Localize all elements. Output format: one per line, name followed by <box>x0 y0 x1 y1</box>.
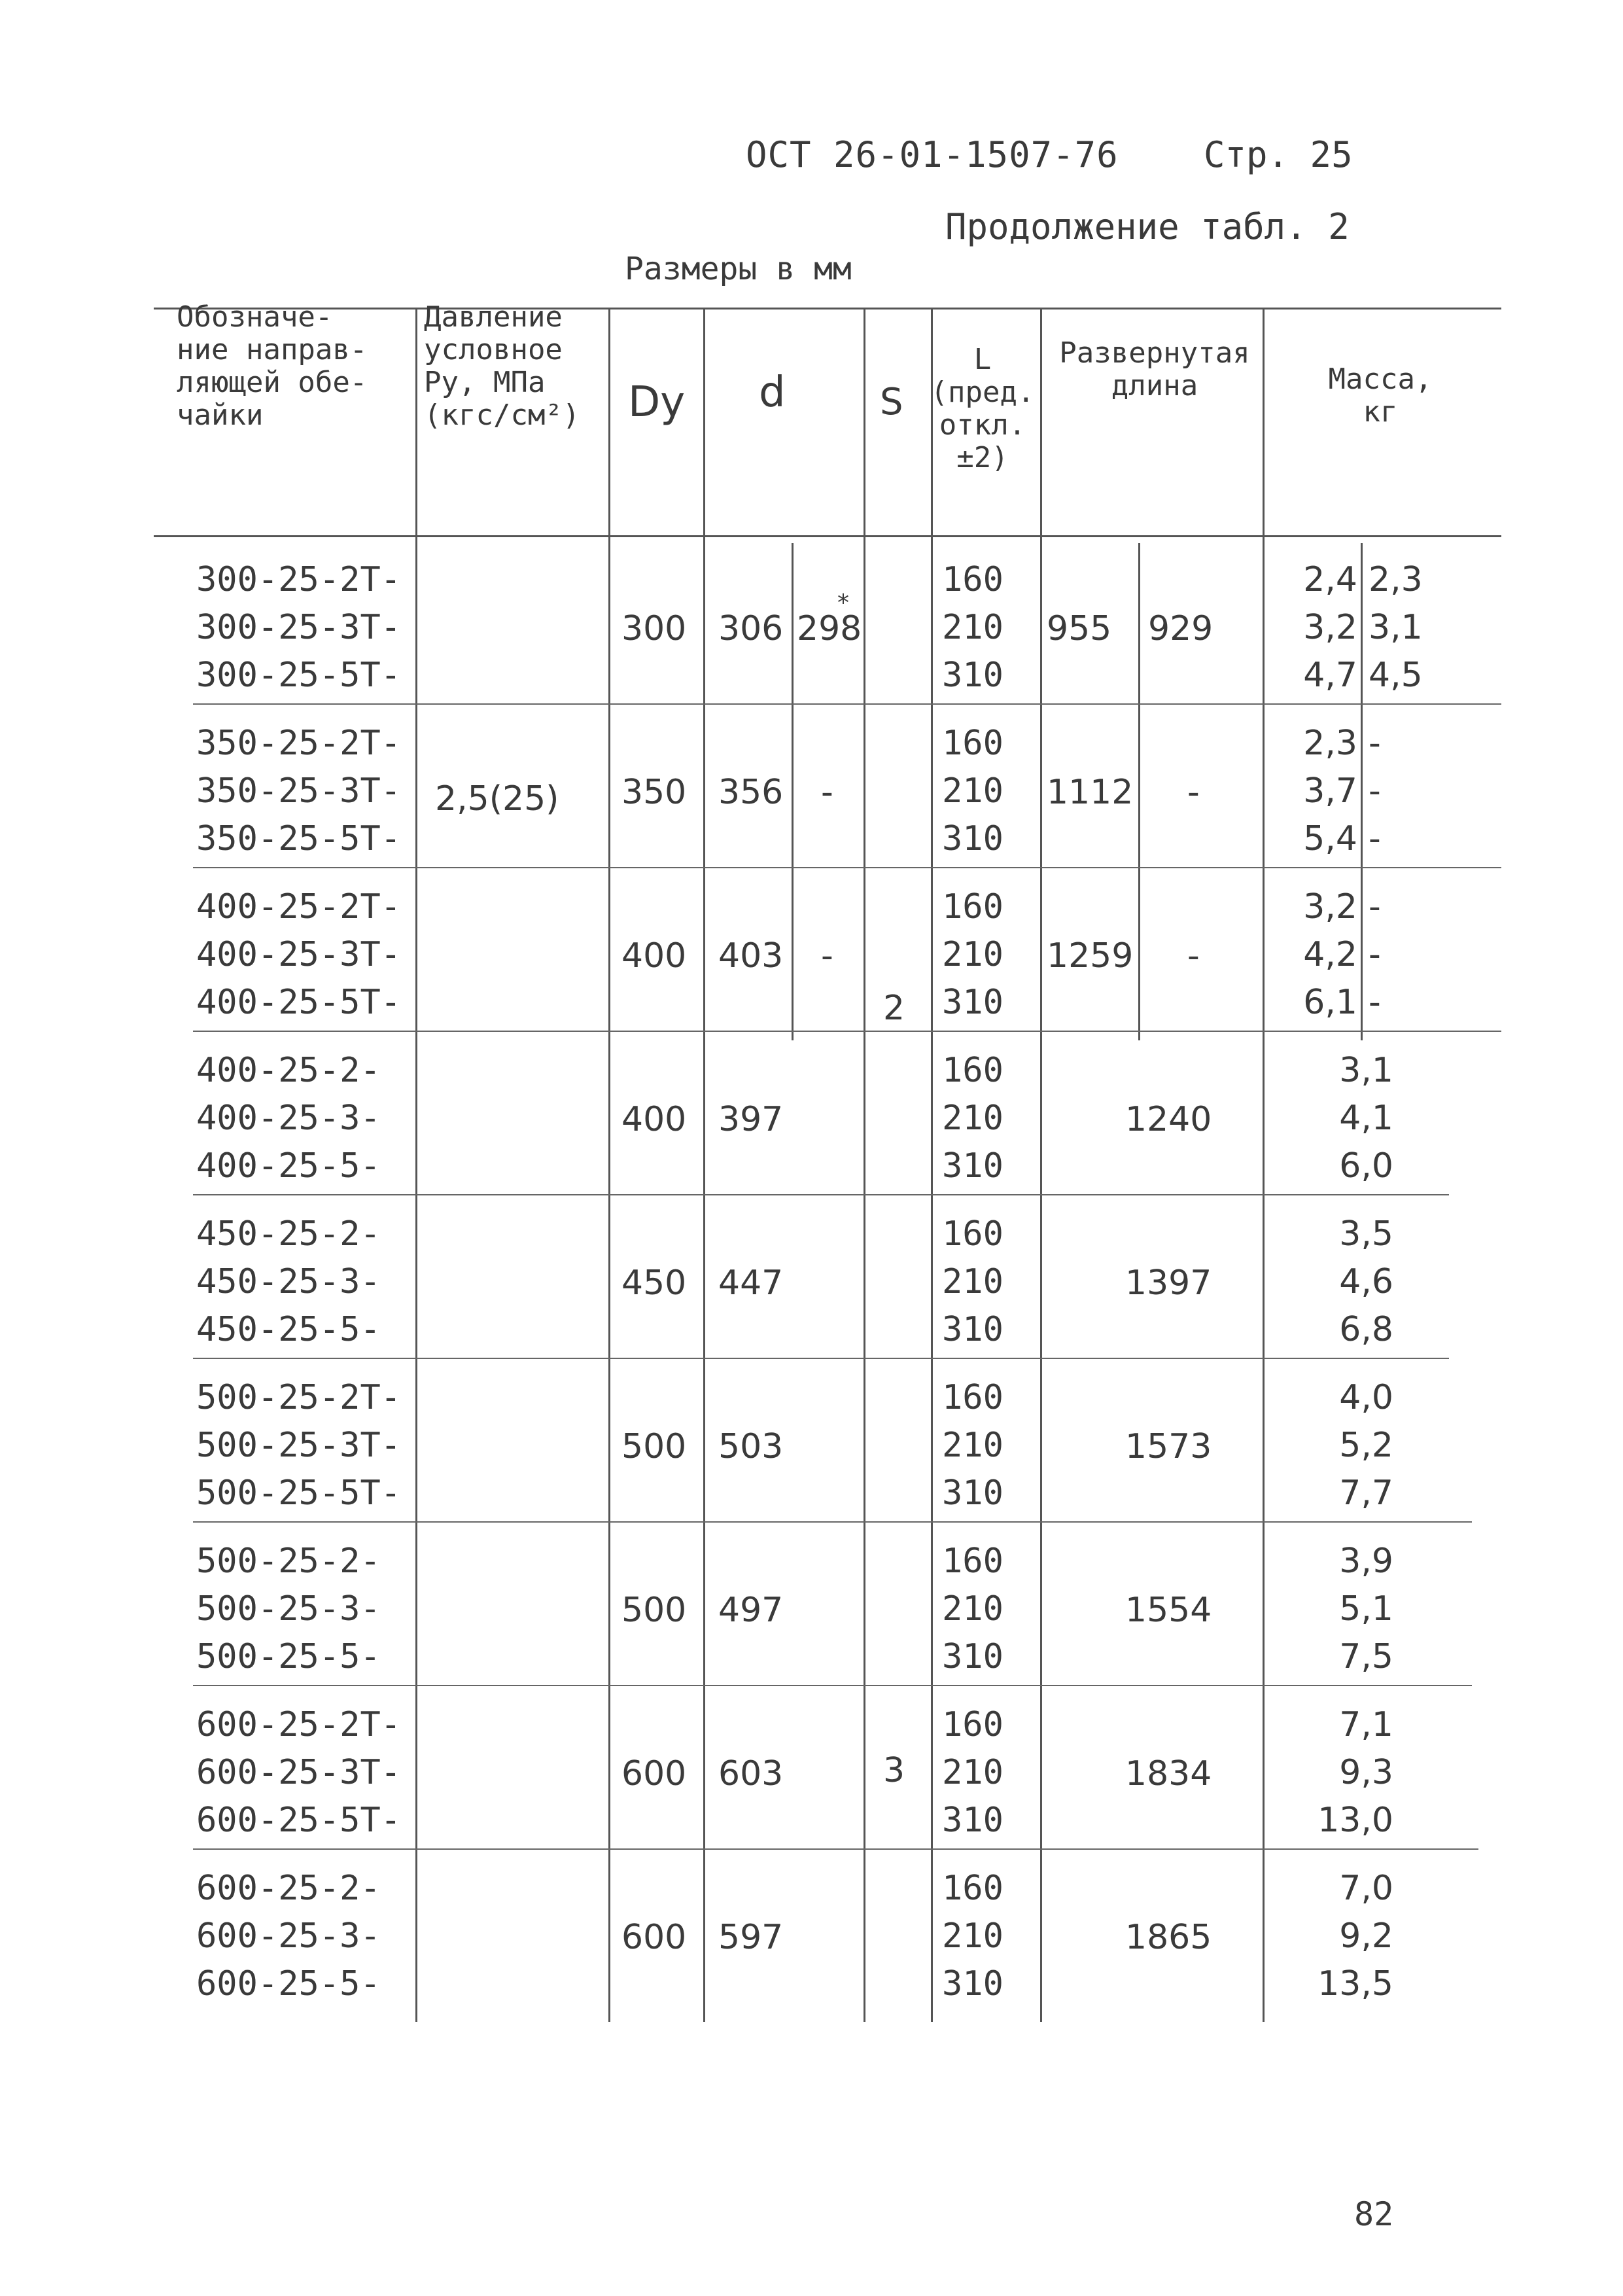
length-item: 310 <box>942 656 1003 695</box>
length-item: 210 <box>942 771 1003 811</box>
mass-item: 5,2 <box>1339 1426 1393 1465</box>
designation-item: 500-25-2- <box>196 1542 381 1581</box>
length-item: 310 <box>942 819 1003 858</box>
dy-value: 500 <box>621 1591 687 1630</box>
designation-list <box>196 1210 381 1354</box>
d-value: 503 <box>718 1427 784 1466</box>
mass-item: 9,3 <box>1339 1753 1393 1792</box>
designation-item: 350-25-2Т- <box>196 724 402 763</box>
col-divider <box>703 308 705 2022</box>
length-item: 310 <box>942 1801 1003 1840</box>
designation-item: 500-25-3Т- <box>196 1426 402 1465</box>
developed-length-secondary: - <box>1187 936 1200 976</box>
length-item: 210 <box>942 1262 1003 1301</box>
designation-item: 400-25-5- <box>196 1146 381 1186</box>
length-item: 210 <box>942 1099 1003 1138</box>
mass-item: 3,7 <box>1303 771 1357 811</box>
length-item: 310 <box>942 1964 1003 2004</box>
mass-item: 7,0 <box>1339 1869 1393 1908</box>
group-separator <box>193 1848 1478 1850</box>
d-value: 447 <box>718 1263 784 1303</box>
mass-list <box>1302 1538 1393 1681</box>
page-label: Стр. 25 <box>1204 134 1353 175</box>
mass-item: 6,1 <box>1303 983 1357 1022</box>
length-item: 210 <box>942 608 1003 647</box>
mass-item: 3,5 <box>1339 1214 1393 1254</box>
mass-item: - <box>1369 771 1381 811</box>
designation-list <box>196 1538 381 1681</box>
mass-item: 7,1 <box>1339 1705 1393 1744</box>
group-separator <box>193 1685 1472 1686</box>
developed-length: 1554 <box>1125 1591 1212 1630</box>
designation-item: 600-25-2- <box>196 1869 381 1908</box>
mass-list-secondary <box>1369 883 1440 1027</box>
mass-item: 4,1 <box>1339 1099 1393 1138</box>
col-header-d: d <box>759 368 786 417</box>
mass-item: - <box>1369 819 1381 858</box>
d-value-secondary: - <box>821 773 833 812</box>
col-divider <box>864 308 865 2022</box>
mass-item: 13,5 <box>1318 1964 1393 2004</box>
developed-length: 1240 <box>1125 1100 1212 1139</box>
length-list <box>942 1865 1003 2008</box>
group-separator <box>193 1521 1472 1523</box>
col-header-developed-length: Развернутая длина <box>1059 336 1250 402</box>
d-subdivider <box>792 543 794 1040</box>
designation-item: 400-25-3- <box>196 1099 381 1138</box>
developed-length: 1865 <box>1125 1918 1212 1957</box>
length-list <box>942 1210 1003 1354</box>
col-divider <box>1040 308 1042 2022</box>
mass-item: 3,2 <box>1303 887 1357 927</box>
col-divider <box>608 308 610 2022</box>
d-value-primary: 306 <box>718 609 784 648</box>
mass-list-secondary <box>1369 556 1440 699</box>
group-separator <box>193 1031 1501 1032</box>
mass-list <box>1302 1865 1393 2008</box>
designation-list <box>196 883 401 1027</box>
designation-item: 500-25-5- <box>196 1637 381 1676</box>
mass-list <box>1302 1047 1393 1190</box>
designation-item: 600-25-3Т- <box>196 1753 402 1792</box>
col-header-dy: Dу <box>628 378 686 427</box>
mass-item: 5,1 <box>1339 1589 1393 1629</box>
col-header-mass: Масса, кг <box>1328 362 1433 429</box>
mass-list <box>1302 1210 1393 1354</box>
s-value-3: 3 <box>883 1751 905 1790</box>
d-value-secondary: - <box>821 936 833 976</box>
mass-item: 4,5 <box>1369 656 1423 695</box>
mass-item: 13,0 <box>1318 1801 1393 1840</box>
dy-value: 450 <box>621 1263 687 1303</box>
length-item: 160 <box>942 1051 1003 1090</box>
d-value-secondary: 298 <box>797 609 862 648</box>
mass-item: 6,0 <box>1339 1146 1393 1186</box>
col-header-pressure: Давление условное Ру, МПа (кгс/см²) <box>424 300 580 432</box>
mass-item: 6,8 <box>1339 1310 1393 1349</box>
designation-item: 600-25-5- <box>196 1964 381 2004</box>
col-header-designation: Обозначе- ние направ- ляющей обе- чайки <box>177 300 368 432</box>
designation-item: 500-25-5Т- <box>196 1474 402 1513</box>
mass-item: 3,9 <box>1339 1542 1393 1581</box>
developed-length-primary: 955 <box>1047 609 1112 648</box>
d-value: 497 <box>718 1591 784 1630</box>
designation-item: 350-25-3Т- <box>196 771 402 811</box>
mass-item: 4,6 <box>1339 1262 1393 1301</box>
designation-item: 600-25-3- <box>196 1916 381 1956</box>
d-value-primary: 403 <box>718 936 784 976</box>
dy-value: 400 <box>621 1100 687 1139</box>
length-item: 160 <box>942 560 1003 599</box>
mass-item: 5,4 <box>1303 819 1357 858</box>
dy-value: 600 <box>621 1918 687 1957</box>
dy-value: 400 <box>621 936 687 976</box>
designation-item: 400-25-2- <box>196 1051 381 1090</box>
length-item: 310 <box>942 1146 1003 1186</box>
length-item: 160 <box>942 1214 1003 1254</box>
designation-list <box>196 1701 401 1845</box>
length-item: 210 <box>942 1916 1003 1956</box>
mass-item: 4,0 <box>1339 1378 1393 1417</box>
length-item: 160 <box>942 1378 1003 1417</box>
length-item: 210 <box>942 1589 1003 1629</box>
col-header-s: S <box>880 381 903 423</box>
length-item: 210 <box>942 1426 1003 1465</box>
length-item: 160 <box>942 887 1003 927</box>
mass-item: 7,5 <box>1339 1637 1393 1676</box>
dev-subdivider <box>1138 543 1140 1040</box>
length-list <box>942 883 1003 1027</box>
length-item: 210 <box>942 935 1003 974</box>
footnote-mark: * <box>837 590 849 616</box>
developed-length-primary: 1259 <box>1047 936 1134 976</box>
mass-item: 3,1 <box>1339 1051 1393 1090</box>
col-divider <box>931 308 933 2022</box>
designation-item: 400-25-3Т- <box>196 935 402 974</box>
mass-list <box>1302 1374 1393 1517</box>
mass-item: - <box>1369 887 1381 927</box>
d-value: 603 <box>718 1754 784 1793</box>
designation-item: 300-25-2Т- <box>196 560 402 599</box>
mass-list <box>1302 1701 1393 1845</box>
mass-item: - <box>1369 935 1381 974</box>
d-value: 597 <box>718 1918 784 1957</box>
d-value: 397 <box>718 1100 784 1139</box>
designation-item: 500-25-2Т- <box>196 1378 402 1417</box>
table-continuation-caption: Продолжение табл. 2 <box>945 206 1350 247</box>
length-item: 160 <box>942 1705 1003 1744</box>
dy-value: 350 <box>621 773 687 812</box>
length-list <box>942 1538 1003 1681</box>
group-separator <box>193 1194 1449 1195</box>
dy-value: 600 <box>621 1754 687 1793</box>
mass-subdivider <box>1361 543 1363 1040</box>
designation-item: 300-25-5Т- <box>196 656 402 695</box>
designation-list <box>196 1047 381 1190</box>
d-value-primary: 356 <box>718 773 784 812</box>
designation-list <box>196 556 401 699</box>
mass-item: 9,2 <box>1339 1916 1393 1956</box>
col-divider <box>415 308 417 2022</box>
mass-item: 3,1 <box>1369 608 1423 647</box>
designation-list <box>196 1374 401 1517</box>
dy-value: 500 <box>621 1427 687 1466</box>
col-header-length: L (пред. откл. ±2) <box>930 343 1035 474</box>
designation-item: 400-25-2Т- <box>196 887 402 927</box>
developed-length-primary: 1112 <box>1047 773 1134 812</box>
group-separator <box>193 867 1501 868</box>
length-list <box>942 720 1003 863</box>
designation-item: 450-25-3- <box>196 1262 381 1301</box>
pressure-value: 2,5(25) <box>435 779 559 819</box>
developed-length: 1834 <box>1125 1754 1212 1793</box>
designation-list <box>196 1865 381 2008</box>
mass-item: - <box>1369 724 1381 763</box>
standard-number: ОСТ 26-01-1507-76 <box>746 134 1119 175</box>
length-item: 160 <box>942 1542 1003 1581</box>
length-list <box>942 1374 1003 1517</box>
length-list <box>942 1047 1003 1190</box>
designation-item: 600-25-2Т- <box>196 1705 402 1744</box>
developed-length: 1573 <box>1125 1427 1212 1466</box>
length-item: 310 <box>942 983 1003 1022</box>
mass-item: 2,3 <box>1369 560 1423 599</box>
mass-item: 4,2 <box>1303 935 1357 974</box>
length-item: 310 <box>942 1474 1003 1513</box>
length-list <box>942 556 1003 699</box>
designation-list <box>196 720 401 863</box>
mass-list-secondary <box>1369 720 1440 863</box>
mass-item: - <box>1369 983 1381 1022</box>
mass-list-primary <box>1289 883 1357 1027</box>
developed-length: 1397 <box>1125 1263 1212 1303</box>
mass-item: 4,7 <box>1303 656 1357 695</box>
mass-item: 3,2 <box>1303 608 1357 647</box>
group-separator <box>193 703 1501 705</box>
designation-item: 300-25-3Т- <box>196 608 402 647</box>
length-list <box>942 1701 1003 1845</box>
page-number: 82 <box>1354 2195 1394 2233</box>
length-item: 160 <box>942 1869 1003 1908</box>
designation-item: 450-25-2- <box>196 1214 381 1254</box>
units-note: Размеры в мм <box>625 251 852 287</box>
length-item: 160 <box>942 724 1003 763</box>
group-separator <box>193 1358 1449 1359</box>
designation-item: 350-25-5Т- <box>196 819 402 858</box>
designation-item: 600-25-5Т- <box>196 1801 402 1840</box>
mass-item: 7,7 <box>1339 1474 1393 1513</box>
mass-item: 2,3 <box>1303 724 1357 763</box>
developed-length-secondary: 929 <box>1148 609 1213 648</box>
designation-item: 400-25-5Т- <box>196 983 402 1022</box>
s-value-2: 2 <box>883 989 905 1028</box>
col-divider <box>1263 308 1265 2022</box>
length-item: 310 <box>942 1637 1003 1676</box>
designation-item: 500-25-3- <box>196 1589 381 1629</box>
dy-value: 300 <box>621 609 687 648</box>
mass-list-primary <box>1289 720 1357 863</box>
designation-item: 450-25-5- <box>196 1310 381 1349</box>
length-item: 210 <box>942 1753 1003 1792</box>
length-item: 310 <box>942 1310 1003 1349</box>
developed-length-secondary: - <box>1187 773 1200 812</box>
header-bottom-rule <box>154 535 1501 537</box>
mass-item: 2,4 <box>1303 560 1357 599</box>
mass-list-primary <box>1289 556 1357 699</box>
